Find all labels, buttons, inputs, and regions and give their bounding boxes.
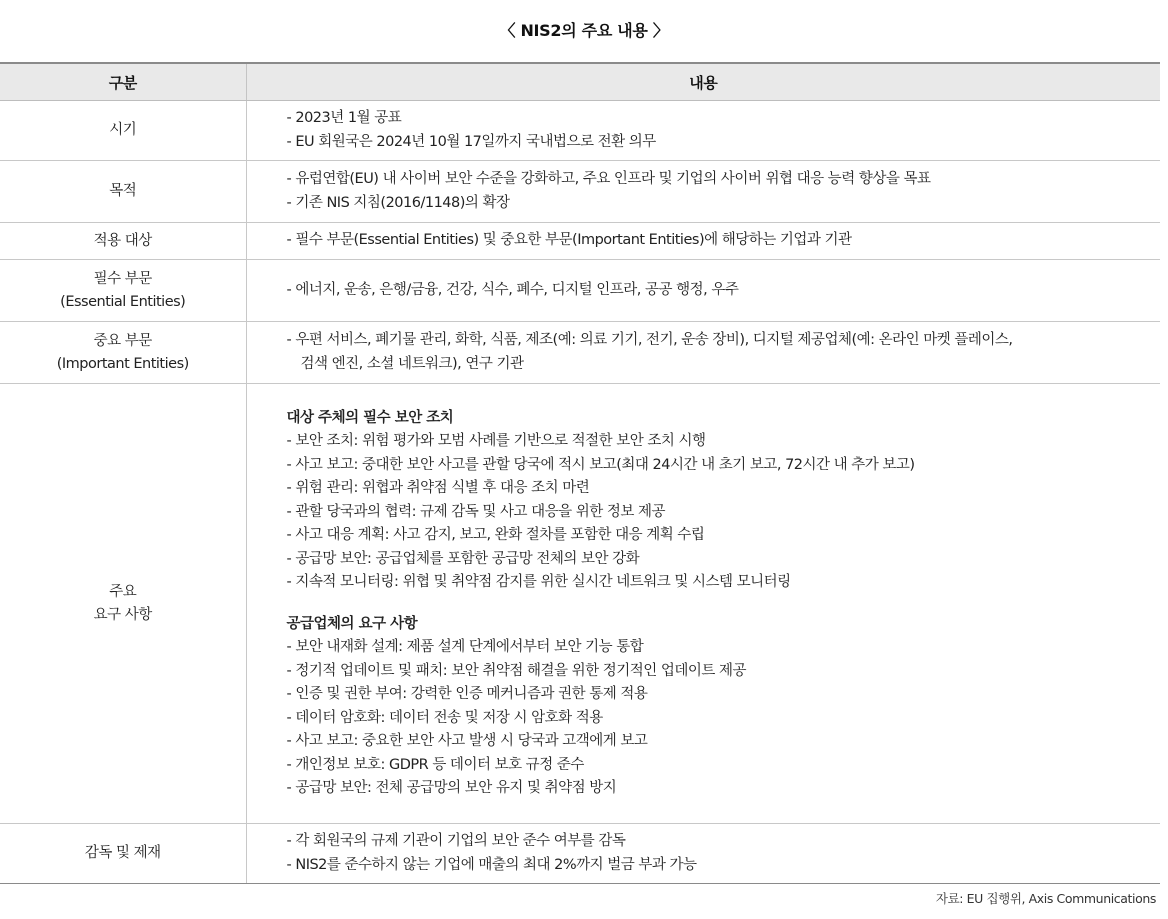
row-label: 중요 부문 (Important Entities) (0, 322, 246, 384)
header-content: 내용 (246, 63, 1160, 101)
row-content: - 우편 서비스, 폐기물 관리, 화학, 식품, 제조(예: 의료 기기, 전기, 운송 장비), 디지털 제공업체(예: 온라인 마켓 플레이스, 검색 엔진, 소셜 네트워크), 연구 기관 (246, 322, 1160, 384)
row-label: 주요 요구 사항 (0, 384, 246, 824)
row-content: 대상 주체의 필수 보안 조치 - 보안 조치: 위험 평가와 모범 사례를 기반으로 적절한 보안 조치 시행 - 사고 보고: 중대한 보안 사고를 관할 당국에 적시 보고(최대 24시간 내 초기 보고, 72시간 내 추가 보고) - 위험 관리: 위협과 취약점 식별 후 대응 조치 마련 - 관할 당국과의 협력: 규제 감독 및 사고 대응을 위한 정보 제공 - 사고 대응 계획: 사고 감지, 보고, 완화 절차를 포함한 대응 계획 수립 - 공급망 보안: 공급업체를 포함한 공급망 전체의 보안 강화 - 지속적 모니터링: 위협 및 취약점 감지를 위한 실시간 네트워크 및 시스템 모니터링 공급업체의 요구 사항 - 보안 내재화 설계: 제품 설계 단계에서부터 보안 기능 통합 - 정기적 업데이트 및 패치: 보안 취약점 해결을 위한 정기적인 업데이트 제공 - 인증 및 권한 부여: 강력한 인증 메커니즘과 권한 통제 적용 - 데이터 암호화: 데이터 전송 및 저장 시 암호화 적용 - 사고 보고: 중요한 보안 사고 발생 시 당국과 고객에게 보고 - 개인정보 보호: GDPR 등 데이터 보호 규정 준수 - 공급망 보안: 전체 공급망의 보안 유지 및 취약점 방지 (246, 384, 1160, 824)
row-content: - 유럽연합(EU) 내 사이버 보안 수준을 강화하고, 주요 인프라 및 기업의 사이버 위협 대응 능력 향상을 목표 - 기존 NIS 지침(2016/1148)의 확장 (246, 161, 1160, 223)
row-content: - 각 회원국의 규제 기관이 기업의 보안 준수 여부를 감독 - NIS2를 준수하지 않는 기업에 매출의 최대 2%까지 벌금 부과 가능 (246, 824, 1160, 884)
header-category: 구분 (0, 63, 246, 101)
row-content: - 에너지, 운송, 은행/금융, 건강, 식수, 폐수, 디지털 인프라, 공공 행정, 우주 (246, 260, 1160, 322)
table-header-row (0, 63, 1160, 101)
row-label: 적용 대상 (0, 223, 246, 260)
row-label: 감독 및 제재 (0, 824, 246, 884)
page-title: 〈 NIS2의 주요 내용 〉 (499, 21, 669, 40)
row-timing (0, 101, 1160, 161)
row-label: 필수 부문 (Essential Entities) (0, 260, 246, 322)
row-content: - 필수 부문(Essential Entities) 및 중요한 부문(Important Entities)에 해당하는 기업과 기관 (246, 223, 1160, 260)
row-important-entities (0, 322, 1160, 384)
row-content: - 2023년 1월 공표 - EU 회원국은 2024년 10월 17일까지 국내법으로 전환 의무 (246, 101, 1160, 161)
nis2-summary-table (0, 62, 1160, 884)
row-essential-entities (0, 260, 1160, 322)
section-heading: 대상 주체의 필수 보안 조치 (286, 409, 454, 426)
row-supervision-sanctions (0, 824, 1160, 884)
row-key-requirements (0, 384, 1160, 824)
source-note: 자료: EU 집행위, Axis Communications (935, 891, 1156, 906)
row-label: 목적 (0, 161, 246, 223)
section-heading: 공급업체의 요구 사항 (286, 615, 418, 632)
row-label: 시기 (0, 101, 246, 161)
row-purpose (0, 161, 1160, 223)
row-scope (0, 223, 1160, 260)
